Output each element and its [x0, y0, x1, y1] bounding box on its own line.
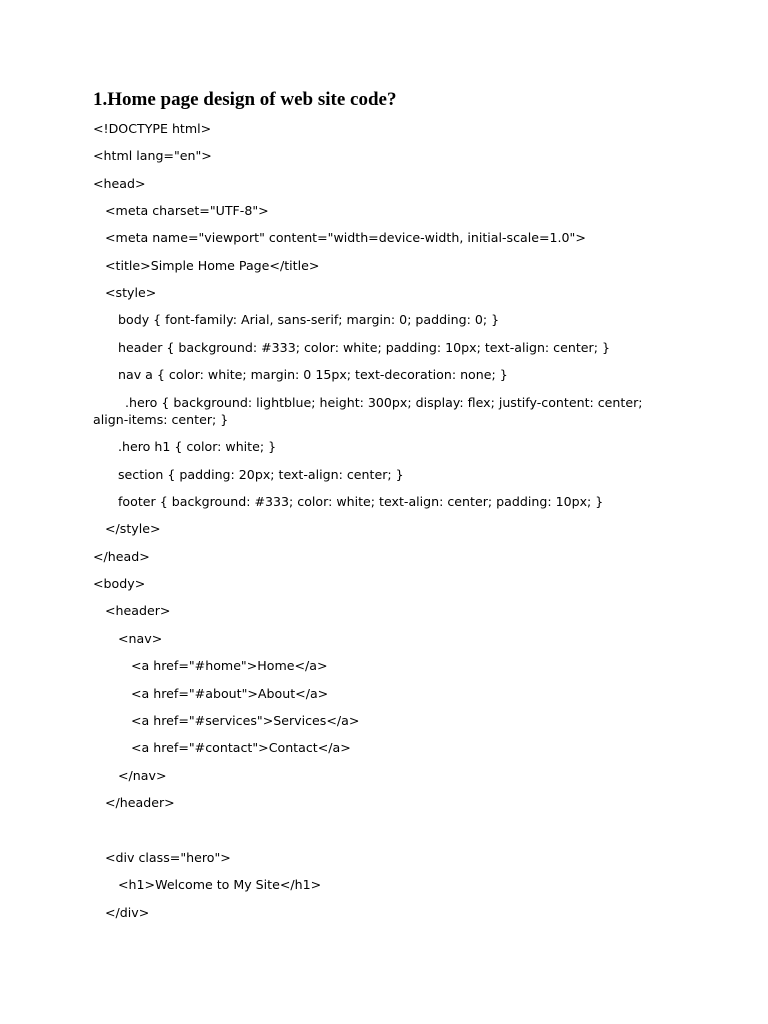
code-line-link-home: <a href="#home">Home</a> — [131, 658, 328, 673]
code-line-html-open: <html lang="en"> — [93, 148, 212, 163]
code-line-title: <title>Simple Home Page</title> — [105, 258, 320, 273]
code-line-style-close: </style> — [105, 521, 161, 536]
code-line-body-open: <body> — [93, 576, 146, 591]
code-line-footer-rule: footer { background: #333; color: white; text-align: center; padding: 10px; } — [118, 494, 604, 509]
code-line-header-close: </header> — [105, 795, 175, 810]
code-line-head-open: <head> — [93, 176, 146, 191]
code-line-hero-h1-rule: .hero h1 { color: white; } — [118, 439, 277, 454]
code-line-header-rule: header { background: #333; color: white; padding: 10px; text-align: center; } — [118, 340, 610, 355]
code-line-nav-open: <nav> — [118, 631, 163, 646]
code-line-hero-heading: <h1>Welcome to My Site</h1> — [118, 877, 322, 892]
code-line-link-about: <a href="#about">About</a> — [131, 686, 329, 701]
document-heading: 1.Home page design of web site code? — [93, 89, 397, 110]
code-line-hero-rule: .hero { background: lightblue; height: 300px; display: flex; justify-content: center; align-items: center; } — [93, 395, 647, 427]
code-line-hero-div-open: <div class="hero"> — [105, 850, 231, 865]
code-line-nav-rule: nav a { color: white; margin: 0 15px; text-decoration: none; } — [118, 367, 508, 382]
code-line-hero-div-close: </div> — [105, 905, 150, 920]
code-line-meta-viewport: <meta name="viewport" content="width=device-width, initial-scale=1.0"> — [105, 230, 586, 245]
code-line-meta-charset: <meta charset="UTF-8"> — [105, 203, 269, 218]
code-line-header-open: <header> — [105, 603, 171, 618]
code-line-body-rule: body { font-family: Arial, sans-serif; margin: 0; padding: 0; } — [118, 312, 500, 327]
code-line-nav-close: </nav> — [118, 768, 167, 783]
code-line-head-close: </head> — [93, 549, 150, 564]
code-line-link-contact: <a href="#contact">Contact</a> — [131, 740, 351, 755]
code-line-style-open: <style> — [105, 285, 157, 300]
code-line-doctype: <!DOCTYPE html> — [93, 121, 212, 136]
code-line-section-rule: section { padding: 20px; text-align: center; } — [118, 467, 404, 482]
code-line-link-services: <a href="#services">Services</a> — [131, 713, 360, 728]
